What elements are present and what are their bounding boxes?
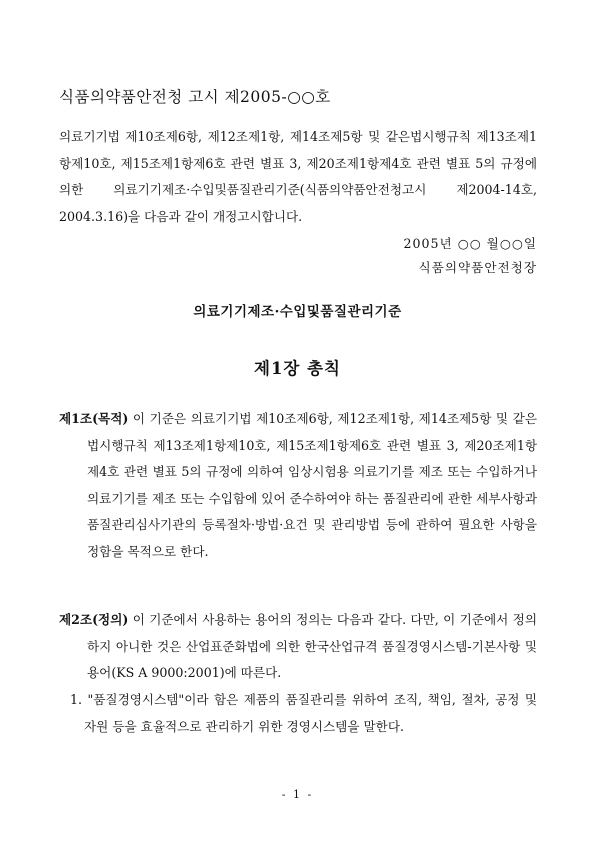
definition-1-paragraph	[70, 687, 537, 740]
notice-date: 2005년 ○○ 월○○일	[403, 236, 537, 251]
chapter-title: 제1장 총칙	[254, 359, 341, 378]
intro-paragraph	[59, 124, 537, 230]
intro-text: 의료기기법 제10조제6항, 제12조제1항, 제14조제5항 및 같은법시행규칙 제13조제1항제10호, 제15조제1항제6호 관련 별표 3, 제20조제1항제4호 관련 별표 5의 규정에 의한 의료기기제조·수입및품질관리기준(식품의약품안전청고시 제2004-14호, 2004.3.16)을 다음과 같이 개정고시합니다.	[59, 129, 537, 224]
notice-title: 식품의약품안전청 고시 제2005-○○호	[59, 88, 331, 106]
article-1-heading: 제1조(목적)	[59, 411, 129, 426]
article-1	[59, 406, 537, 565]
definition-1-number: 1.	[70, 692, 83, 707]
article-1-paragraph	[59, 406, 537, 565]
article-2	[59, 607, 537, 687]
article-2-heading: 제2조(정의)	[59, 612, 129, 627]
article-1-body: 이 기준은 의료기기법 제10조제6항, 제12조제1항, 제14조제5항 및 같은법시행규칙 제13조제1항제10호, 제15조제1항제6호 관련 별표 3, 제20조제1항제4호 관련 별표 5의 규정에 의하여 임상시험용 의료기기를 제조 또는 수입하거나 의료기기를 제조 또는 수입함에 있어 준수하여야 하는 품질관리에 관한 세부사항과 품질관리심사기관의 등록절차·방법·요건 및 관리방법 등에 관하여 필요한 사항을 정함을 목적으로 한다.	[87, 411, 537, 559]
definition-1-text: "품질경영시스템"이라 함은 제품의 품질관리를 위하여 조직, 책임, 절차, 공정 및 자원 등을 효율적으로 관리하기 위한 경영시스템을 말한다.	[82, 692, 537, 734]
article-2-paragraph	[59, 607, 537, 687]
document-title: 의료기기제조·수입및품질관리기준	[193, 304, 402, 320]
issuer-name: 식품의약품안전청장	[418, 260, 537, 275]
definition-item-1	[70, 687, 537, 740]
article-2-body: 이 기준에서 사용하는 용어의 정의는 다음과 같다. 다만, 이 기준에서 정의하지 아니한 것은 산업표준화법에 의한 한국산업규격 품질경영시스템-기본사항 및 용어(KS A 9000:2001)에 따른다.	[87, 612, 537, 680]
page-number: - 1 -	[281, 788, 314, 801]
